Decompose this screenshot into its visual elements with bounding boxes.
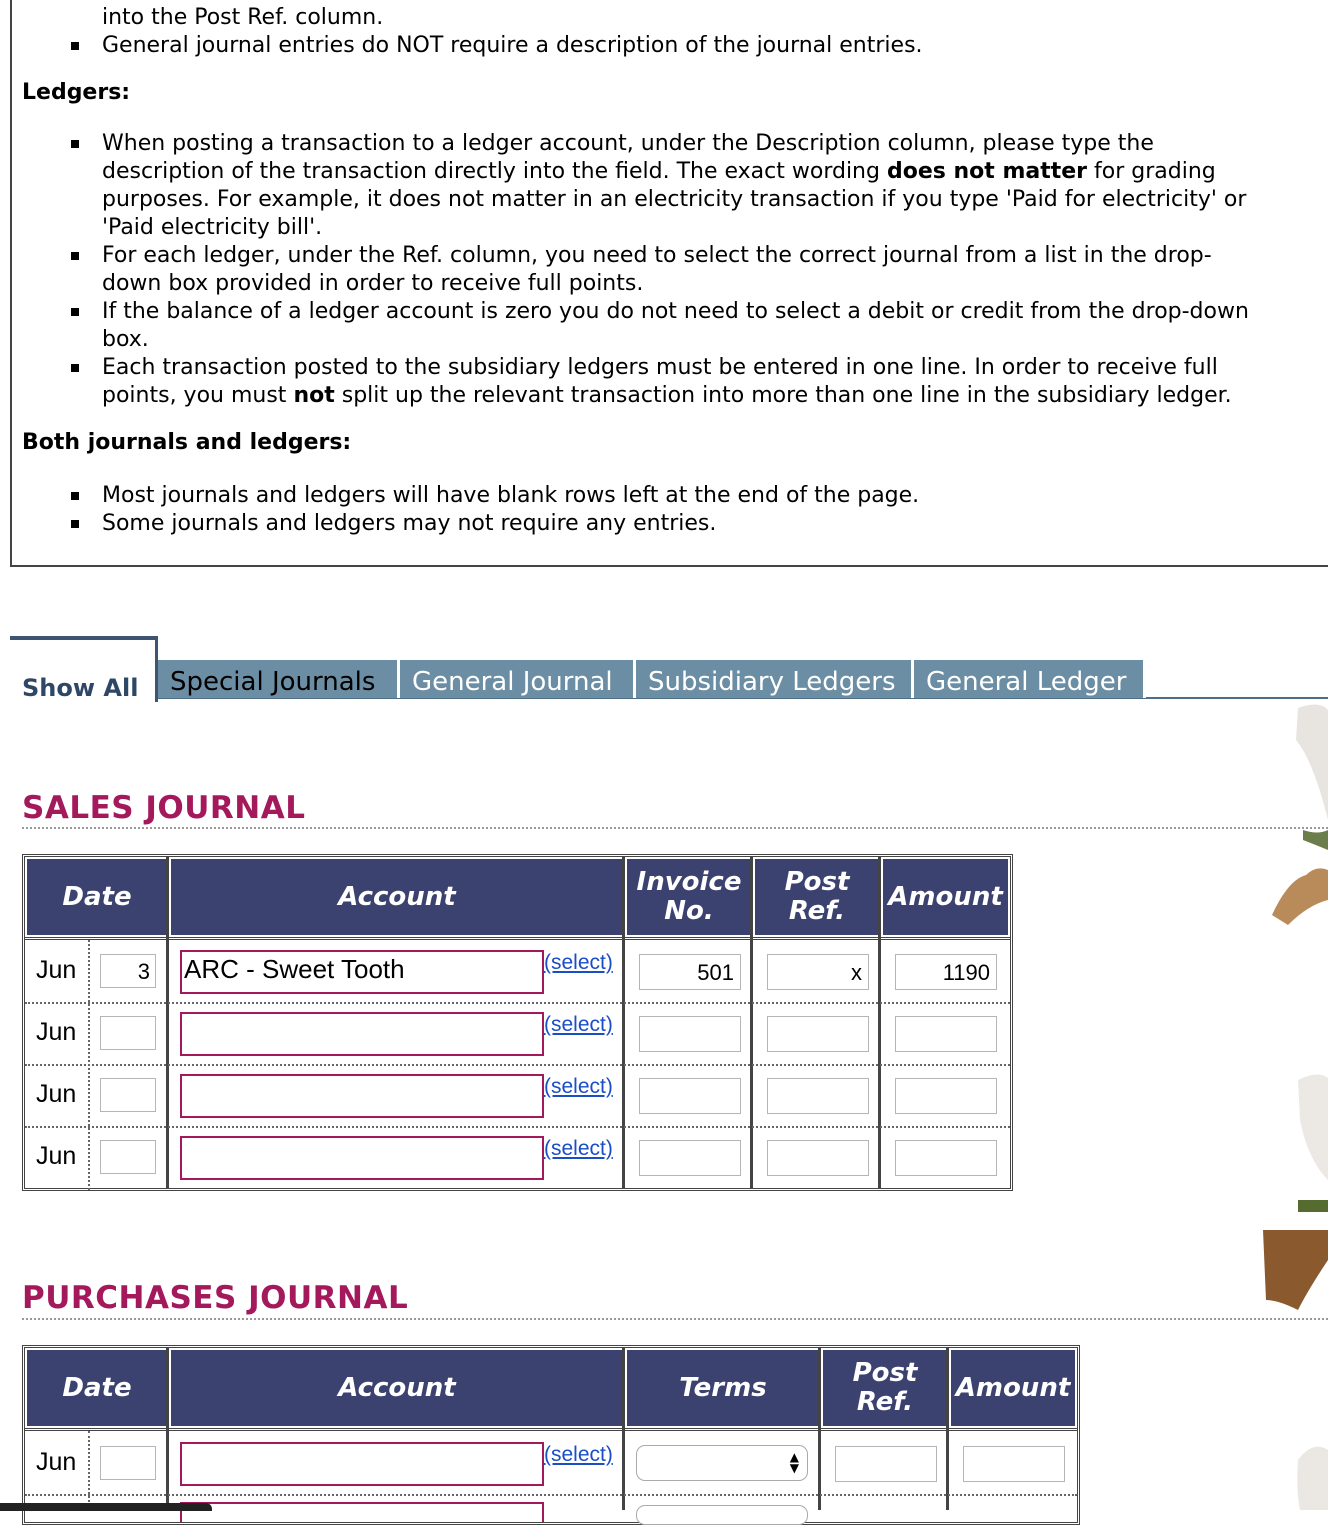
purchases-journal-title: PURCHASES JOURNAL <box>22 1280 409 1316</box>
sales-post-ref-input[interactable] <box>767 1140 869 1176</box>
instruction-text: down box provided in order to receive full points. <box>102 271 644 296</box>
bullet-icon <box>71 140 79 148</box>
column-separator <box>750 857 753 1189</box>
purchases-header-post-ref: Post Ref. <box>823 1350 947 1426</box>
tab-special-journals[interactable]: Special Journals <box>158 660 400 698</box>
header-separator <box>25 1428 1077 1431</box>
purchases-header-account: Account <box>171 1350 623 1426</box>
tab-general-journal[interactable]: General Journal <box>400 660 636 698</box>
purchases-terms-select[interactable] <box>636 1445 808 1481</box>
purchases-terms-select[interactable] <box>636 1505 808 1525</box>
row-separator <box>25 1126 1010 1128</box>
sales-header-amount: Amount <box>883 859 1008 935</box>
tab-general-ledger[interactable]: General Ledger <box>914 660 1146 698</box>
sales-journal-title: SALES JOURNAL <box>22 790 306 826</box>
bullet-icon <box>71 252 79 260</box>
bullet-icon <box>71 42 79 50</box>
select-arrows-icon: ▲ ▼ <box>789 1450 799 1475</box>
purchases-header-terms: Terms <box>627 1350 819 1426</box>
purchases-account-select-link[interactable]: (select) <box>544 1443 613 1466</box>
sales-invoice-input[interactable] <box>639 1016 741 1052</box>
instruction-text: Some journals and ledgers may not require any entries. <box>102 511 717 536</box>
instruction-text: purposes. For example, it does not matter in an electricity transaction if you type 'Paid for electricity' or <box>102 187 1247 212</box>
sales-amount-input[interactable] <box>895 1140 997 1176</box>
tab-show-all[interactable]: Show All <box>10 636 158 702</box>
purchases-journal-rule <box>22 1318 1328 1320</box>
tab-subsidiary-ledgers[interactable]: Subsidiary Ledgers <box>636 660 914 698</box>
sales-invoice-input[interactable]: 501 <box>639 954 741 990</box>
sales-amount-input[interactable]: 1190 <box>895 954 997 990</box>
sales-account-input[interactable] <box>180 1012 544 1056</box>
sales-account-select-link[interactable]: (select) <box>544 1013 613 1036</box>
sales-header-invoice: Invoice No. <box>627 859 751 935</box>
purchases-header-date: Date <box>27 1350 167 1426</box>
sales-account-select-link[interactable]: (select) <box>544 1137 613 1160</box>
sales-amount-input[interactable] <box>895 1078 997 1114</box>
sales-month: Jun <box>36 1018 77 1046</box>
sales-amount-input[interactable] <box>895 1016 997 1052</box>
both-heading: Both journals and ledgers: <box>22 430 352 455</box>
bullet-icon <box>71 492 79 500</box>
sales-month: Jun <box>36 1080 77 1108</box>
instruction-text: Each transaction posted to the subsidiary ledgers must be entered in one line. In order to receive full <box>102 355 1218 380</box>
sales-account-input[interactable] <box>180 1136 544 1180</box>
instruction-text: If the balance of a ledger account is zero you do not need to select a debit or credit from the drop-down <box>102 299 1249 324</box>
sales-header-account: Account <box>171 859 623 935</box>
sales-account-select-link[interactable]: (select) <box>544 1075 613 1098</box>
instruction-text: For each ledger, under the Ref. column, you need to select the correct journal from a list in the drop- <box>102 243 1212 268</box>
purchases-amount-input[interactable] <box>963 1446 1065 1482</box>
column-separator <box>622 857 625 1189</box>
sales-invoice-input[interactable] <box>639 1078 741 1114</box>
row-separator <box>25 1064 1010 1066</box>
ledgers-heading: Ledgers: <box>22 80 131 105</box>
instruction-text: description of the transaction directly into the field. The exact wording does not matter for grading <box>102 159 1216 184</box>
sales-day-input[interactable] <box>100 1016 156 1050</box>
instruction-text: When posting a transaction to a ledger account, under the Description column, please type the <box>102 131 1154 156</box>
date-subseparator <box>88 1431 90 1510</box>
row-separator <box>25 1494 1077 1496</box>
sales-post-ref-input[interactable] <box>767 1016 869 1052</box>
sales-journal-rule <box>22 827 1328 829</box>
bullet-icon <box>71 520 79 528</box>
purchases-header-amount: Amount <box>951 1350 1075 1426</box>
sales-account-select-link[interactable]: (select) <box>544 951 613 974</box>
sales-header-post-ref: Post Ref. <box>755 859 879 935</box>
instruction-text: General journal entries do NOT require a description of the journal entries. <box>102 33 923 58</box>
instruction-text: Most journals and ledgers will have blank rows left at the end of the page. <box>102 483 920 508</box>
sales-post-ref-input[interactable]: x <box>767 954 869 990</box>
sales-day-input[interactable]: 3 <box>100 954 156 988</box>
sales-month: Jun <box>36 1142 77 1170</box>
purchases-month: Jun <box>36 1448 77 1476</box>
sales-post-ref-input[interactable] <box>767 1078 869 1114</box>
sales-invoice-input[interactable] <box>639 1140 741 1176</box>
sales-account-input[interactable]: ARC - Sweet Tooth <box>180 950 544 994</box>
bullet-icon <box>71 308 79 316</box>
sales-day-input[interactable] <box>100 1078 156 1112</box>
sales-month: Jun <box>36 956 77 984</box>
column-separator <box>878 857 881 1189</box>
instruction-text: box. <box>102 327 149 352</box>
instruction-text: points, you must not split up the relevant transaction into more than one line in the subsidiary ledger. <box>102 383 1232 408</box>
instruction-text: into the Post Ref. column. <box>102 5 384 30</box>
sales-day-input[interactable] <box>100 1140 156 1174</box>
row-separator <box>25 1002 1010 1004</box>
sales-header-date: Date <box>27 859 167 935</box>
purchases-account-input[interactable] <box>180 1502 544 1522</box>
background-decoration <box>1258 700 1328 1510</box>
instruction-text: 'Paid electricity bill'. <box>102 215 323 240</box>
column-separator <box>166 857 169 1189</box>
purchases-day-input[interactable] <box>100 1446 156 1480</box>
sales-account-input[interactable] <box>180 1074 544 1118</box>
header-separator <box>25 937 1010 940</box>
bullet-icon <box>71 364 79 372</box>
purchases-post-ref-input[interactable] <box>835 1446 937 1482</box>
purchases-account-input[interactable] <box>180 1442 544 1486</box>
